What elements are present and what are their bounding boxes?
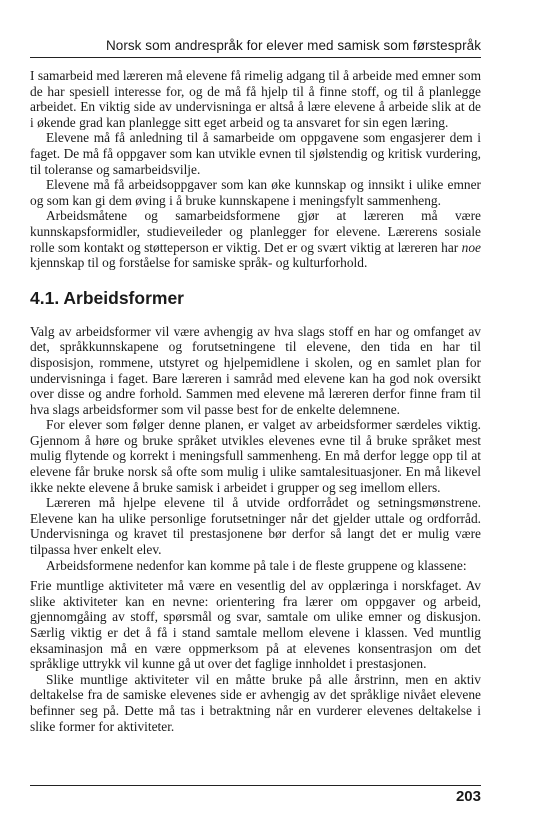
paragraph: Elevene må få anledning til å samarbeide om oppgavene som engasjerer dem i faget. De må få oppgaver som kan utvikle evnen til sjølstendig og kritisk vurdering, til toleranse og samarbeidsvilje. xyxy=(30,130,481,177)
paragraph: Valg av arbeidsformer vil være avhengig av hva slags stoff en har og omfanget av det, språkkunnskapene og forutsetningene til elevene, den tida en har til disposisjon, rommene, utstyret og hjelpemidlene i skolen, og en samlet plan for undervisninga i faget. Bare læreren i samråd med elevene kan ha god nok oversikt over disse og andre forhold. Sammen med elevene må læreren derfor finne fram til hva slags arbeidsformer som vil passe best for de enkelte delemnene. xyxy=(30,323,481,417)
text-run: kjennskap til og forståelse for samiske språk- og kulturforhold. xyxy=(30,255,368,271)
paragraph: Elevene må få arbeidsoppgaver som kan øke kunnskap og innsikt i ulike emner og som kan gi dem øving i å bruke kunnskapene i meningsfylt sammenheng. xyxy=(30,177,481,208)
emphasis: noe xyxy=(461,239,481,255)
paragraph: I samarbeid med læreren må elevene få rimelig adgang til å arbeide med emner som de har spesiell interesse for, og de må få hjelp til å finne stoff, og til å planlegge arbeidet. En viktig side av undervisninga er altså å lære elevene å arbeide slik at de i økende grad kan planlegge sitt eget arbeid og ta ansvaret for sin egen læring. xyxy=(30,68,481,130)
text-run: Arbeidsmåtene og samarbeidsformene gjør at læreren må være kunnskapsformidler, studieveileder og planlegger for elevene. Lærerens sosiale rolle som kontakt og støtteperson er viktig. Det er og svært viktig at læreren har xyxy=(30,208,481,255)
paragraph: Læreren må hjelpe elevene til å utvide ordforrådet og setningsmønstrene. Elevene kan ha ulike personlige forutsetninger når det gjelder uttale og ordforråd. Undervisninga og kravet til prestasjonene bør derfor så langt det er mulig være tilpassa hver enkelt elev. xyxy=(30,495,481,558)
body-text xyxy=(30,68,481,734)
header-rule xyxy=(30,57,481,58)
paragraph-teacher-role xyxy=(30,208,481,270)
paragraph: Slike muntlige aktiviteter vil en måtte bruke på alle årstrinn, men en aktiv deltakelse fra de samiske elevenes side er avhengig av det språklige nivået elevene befinner seg på. Dette må tas i betraktning når en vurderer elevenes deltakelse i slike former for aktiviteter. xyxy=(30,671,481,734)
running-header: Norsk som andrespråk for elever med samisk som førstespråk xyxy=(105,38,481,53)
paragraph: Arbeidsformene nedenfor kan komme på tale i de fleste gruppene og klassene: xyxy=(46,557,467,573)
paragraph: For elever som følger denne planen, er valget av arbeidsformer særdeles viktig. Gjennom å høre og bruke språket utvikles elevenes evne til å bruke språket mest mulig flytende og korrekt i meningsfull sammenheng. En må derfor legge opp til at elevene får bruke norsk så ofte som mulig i ulike samtalesituasjoner. En må likevel ikke nekte elevene å bruke samisk i arbeidet i grupper og seg imellom ellers. xyxy=(30,417,481,495)
page-number: 203 xyxy=(455,788,481,805)
paragraph-oral-activities: Frie muntlige aktiviteter må være en vesentlig del av opplæringa i norskfaget. Av slike aktiviteter kan en nevne: orientering fra lærer om oppgaver og arbeid, gjennomgåing av stoff, spørsmål og svar, samtale om ulike emner og diskusjon. Særlig viktig er det å få i stand samtale mellom elevene i klassen. Ved muntlig eksaminasjon må en være oppmerksom på at elevenes konsentrasjon om det språklige uttrykk vil kunne gå ut over det faglige innholdet i prestasjonen. xyxy=(30,578,481,672)
section-heading: 4.1. Arbeidsformer xyxy=(30,287,184,308)
footer-rule xyxy=(30,785,481,786)
